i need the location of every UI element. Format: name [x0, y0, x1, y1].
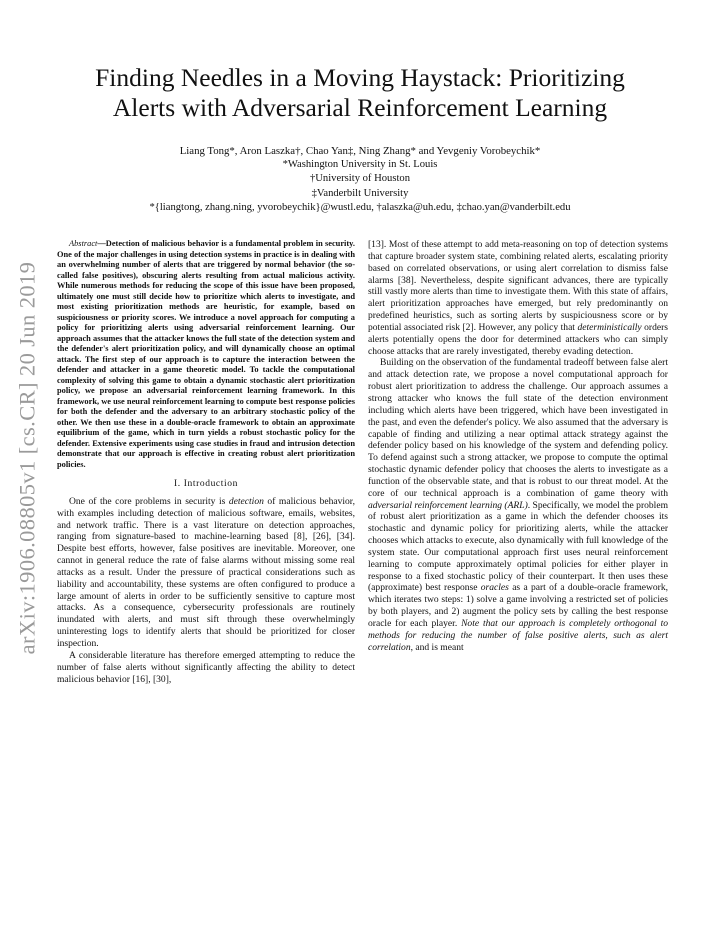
intro-paragraph-2: A considerable literature has therefore emerged attempting to reduce the number of false alerts without significantly affecting the ability to detect malicious behavior [16], [30],	[57, 649, 355, 685]
section-heading-introduction: I. Introduction	[174, 479, 238, 489]
intro-r1-emphasis: deterministically	[577, 321, 642, 333]
author-emails: *{liangtong, zhang.ning, yvorobeychik}@wustl.edu, †alaszka@uh.edu, ‡chao.yan@vanderbilt.edu	[149, 201, 571, 213]
arxiv-stamp	[4, 248, 50, 668]
intro-r1-text-b: orders alerts potentially opens the door for determined attackers who can simply choose attacks that are rarely investigated, thereby evading detection.	[368, 321, 669, 357]
intro-r2-emphasis-arl: adversarial reinforcement learning (ARL)	[368, 499, 528, 511]
intro-r2-text-b: . Specifically, we model the problem of robust alert prioritization as a game in which the defender chooses its stochastic and dynamic policy for prioritizing alerts, while the attacker chooses which attacks to execute, also dynamically with full knowledge of the system state. Our computational approach first uses neural reinforcement learning to compute approximately optimal policies for either player in response to a fixed stochastic policy of their counterpart. It then uses these (approximate) best response	[368, 499, 668, 594]
abstract	[57, 239, 355, 470]
intro-paragraph-3	[368, 239, 668, 357]
abstract-label: Abstract	[69, 239, 98, 248]
intro-r2-emphasis-oracles: oracles	[480, 582, 509, 594]
affiliation-1: *Washington University in St. Louis	[282, 159, 438, 171]
title-line-1: Finding Needles in a Moving Haystack: Prioritizing	[95, 63, 625, 92]
affiliation-2: †University of Houston	[309, 173, 411, 185]
intro-r1-text-a: [13]. Most of these attempt to add meta-reasoning on top of detection systems that capture broader system state, combining related alerts, escalating priority based on correlated observations, or using alert correlation to dismiss false alarms [38]. Nevertheless, despite significant advances, there are typically still vastly more alerts than time to investigate them. With this state of affairs, alert prioritization approaches have emerged, but rely predominantly on predefined heuristics, such as sorting alerts by suspiciousness score or by potential associated risk [2]. However, any policy that	[368, 239, 668, 333]
right-column	[368, 239, 668, 654]
abstract-text: —Detection of malicious behavior is a fundamental problem in security. One of the major challenges in using detection systems in practice is in dealing with an overwhelming number of alerts that are triggered by normal behavior (the so-called false positives), obscuring alerts resulting from actual malicious activity. While numerous methods for reducing the scope of this issue have been proposed, ultimately one must still decide how to prioritize which alerts to investigate, and most existing prioritization methods are heuristic, for example, based on suspiciousness or priority scores. We introduce a novel approach for computing a policy for prioritizing alerts using adversarial reinforcement learning. Our approach assumes that the attacker knows the full state of the detection system and the defender's alert prioritization policy, and will dynamically choose an optimal attack. The first step of our approach is to capture the interaction between the defender and attacker in a game theoretic model. To tackle the computational complexity of solving this game to obtain a dynamic stochastic alert prioritization policy, we propose an adversarial reinforcement learning framework. In this framework, we use neural reinforcement learning to compute best response policies for both the defender and the adversary to an arbitrary stochastic policy of the other. We then use these in a double-oracle framework to obtain an approximate equilibrium of the game, which in turn yields a robust stochastic policy for the defender. Extensive experiments using case studies in fraud and intrusion detection demonstrate that our approach is effective in creating robust alert prioritization policies.	[57, 239, 355, 469]
intro-r2-emphasis-note: Note that our approach is completely orthogonal to methods for reducing the number of false positive alerts, such as alert correlation	[368, 618, 668, 653]
intro-r2-text-c: as a part of a double-oracle framework, which iterates two steps: 1) solve a game involving a restricted set of policies by both players, and 2) augment the policy sets by calling the best response oracle for each player.	[368, 582, 668, 629]
intro-p1-text-b: of malicious behavior, with examples including detection of malicious software, emails, websites, and network traffic. There is a vast literature on detection approaches, ranging from signature-based to machine-learning based [8], [26], [34]. Despite best efforts, however, false positives are inevitable. Moreover, one cannot in general reduce the rate of false alarms without missing some real attacks as a result. Under the pressure of practical considerations such as liability and accountability, these systems are often configured to produce a large amount of alerts in order to be sufficiently sensitive to capture most attacks. As a consequence, cybersecurity professionals are routinely inundated with alerts, and must sift through these overwhelmingly uninteresting logs to identify alerts that should be prioritized for closer inspection.	[57, 495, 355, 649]
left-column	[57, 239, 355, 685]
intro-p1-emphasis: detection	[228, 495, 264, 507]
author-block	[60, 144, 660, 215]
intro-r2-text-a: Building on the observation of the fundamental tradeoff between false alert and attack detection rate, we propose a novel computational approach for robust alert prioritization to address the challenge. Our approach assumes a strong attacker who knows the full state of the detection environment including which alerts have been triggered, which have been investigated in the past, and even the defender's policy. We also assumed that the adversary is capable of finding and utilizing a near optimal attack strategy against the defender policy based on his knowledge of the system and defending policy. To defend against such a strong attacker, we propose to compute the optimal stochastic dynamic defender policy that chooses the alerts to investigate as a function of the observable state, and that is robust to our threat model. At the core of our technical approach is a combination of game theory with	[368, 357, 668, 499]
title-line-2: Alerts with Adversarial Reinforcement Learning	[112, 93, 608, 122]
author-names: Liang Tong*, Aron Laszka†, Chao Yan‡, Ning Zhang* and Yevgeniy Vorobeychik*	[179, 145, 541, 157]
affiliation-3: ‡Vanderbilt University	[311, 187, 409, 199]
intro-p1-text-a: One of the core problems in security is	[69, 495, 229, 507]
intro-r2-text-d: , and is meant	[410, 641, 464, 653]
paper-title	[40, 63, 680, 123]
intro-paragraph-4	[368, 357, 668, 653]
intro-paragraph-1	[57, 496, 355, 650]
arxiv-stamp-text: arXiv:1906.08805v1 [cs.CR] 20 Jun 2019	[14, 261, 39, 655]
